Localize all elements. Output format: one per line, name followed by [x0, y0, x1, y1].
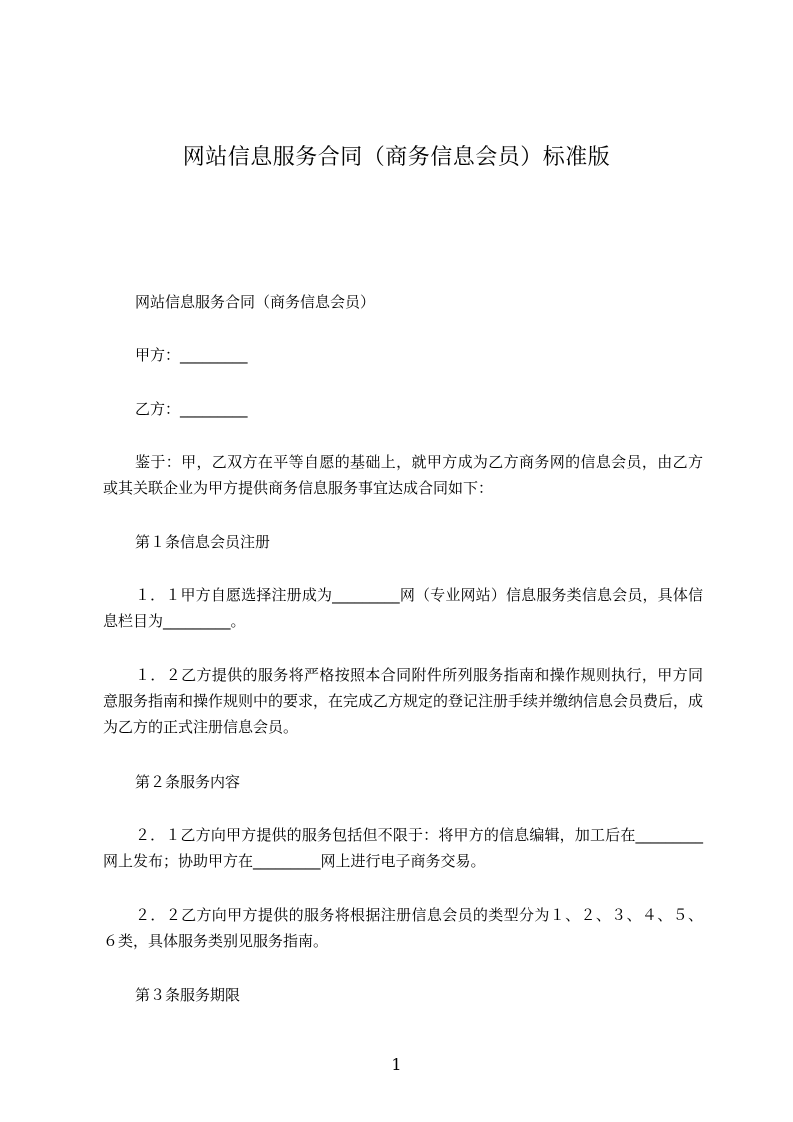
clause-2-2: ２．２乙方向甲方提供的服务将根据注册信息会员的类型分为１、２、３、４、５、６类，具体服务类别见服务指南。 [103, 906, 703, 950]
paragraph-preamble: 鉴于：甲，乙双方在平等自愿的基础上，就甲方成为乙方商务网的信息会员，由乙方或其关联企业为甲方提供商务信息服务事宜达成合同如下： [103, 453, 703, 497]
clause-1-1: １．１甲方自愿选择注册成为_________网（专业网站）信息服务类信息会员，具体信息栏目为_________。 [103, 586, 703, 630]
article-3-heading: 第３条服务期限 [135, 986, 241, 1004]
paragraph-party-b: 乙方：_________ [135, 400, 248, 418]
page-number: 1 [391, 1055, 402, 1074]
document-title: 网站信息服务合同（商务信息会员）标准版 [182, 145, 611, 170]
clause-2-1: ２．１乙方向甲方提供的服务包括但不限于：将甲方的信息编辑，加工后在_________网上发布；协助甲方在_________网上进行电子商务交易。 [103, 826, 703, 870]
paragraph-contract-name: 网站信息服务合同（商务信息会员） [135, 293, 376, 311]
paragraph-party-a: 甲方：_________ [135, 346, 248, 364]
article-1-heading: 第１条信息会员注册 [135, 533, 271, 551]
article-2-heading: 第２条服务内容 [135, 773, 241, 791]
clause-1-2: １．２乙方提供的服务将严格按照本合同附件所列服务指南和操作规则执行，甲方同意服务指南和操作规则中的要求，在完成乙方规定的登记注册手续并缴纳信息会员费后，成为乙方的正式注册信息会员。 [103, 666, 704, 736]
